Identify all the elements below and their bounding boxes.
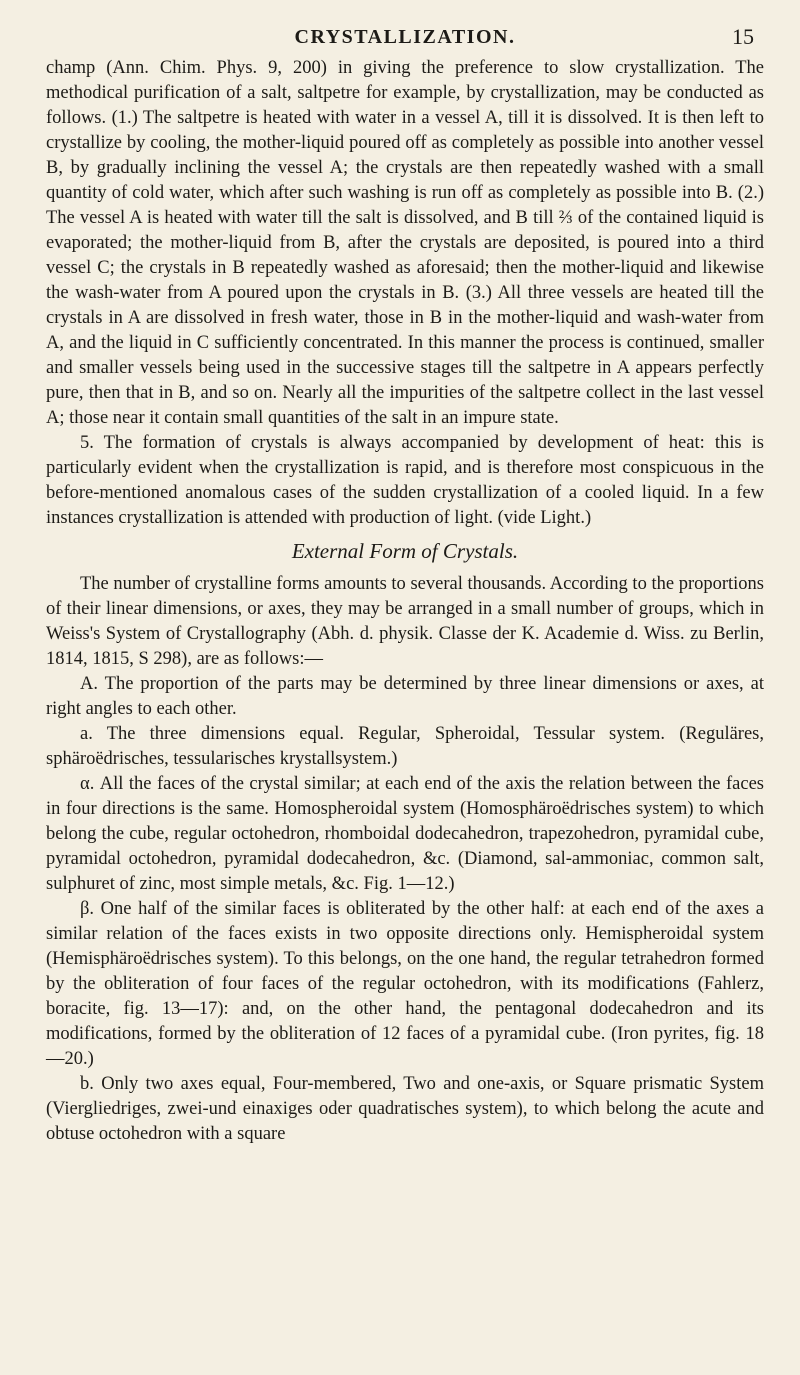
body-text [46, 56, 764, 1147]
section-heading: External Form of Crystals. [291, 539, 519, 563]
paragraph-axes-a: A. The proportion of the parts may be determined by three linear dimensions or axes, at right angles to each other. [46, 674, 764, 719]
paragraph-hemispheroidal: β. One half of the similar faces is obliterated by the other half: at each end of the axes a similar relation of the faces exists in two opposite directions only. Hemispheroidal system (Hemisphäroëdrisches system). To this belongs, on the one hand, the regular tetrahedron formed by the obliteration of four faces of the regular octohedron, with its modifications (Fahlerz, boracite, fig. 13—17): and, on the other hand, the pentagonal dodecahedron and its modifications, formed by the obliteration of 12 faces of a pyramidal cube. (Iron pyrites, fig. 18—20.) [46, 899, 764, 1069]
running-title: CRYSTALLIZATION. [294, 26, 516, 48]
page-number: 15 [732, 24, 754, 49]
paragraph-purification: champ (Ann. Chim. Phys. 9, 200) in giving the preference to slow crystallization. The methodical purification of a salt, saltpetre for example, by crystallization, may be conducted as follows. (1.) The saltpetre is heated with water in a vessel A, till it is dissolved. It is then left to crystallize by cooling, the mother-liquid poured off as completely as possible into another vessel B, by gradually inclining the vessel A; the crystals are then repeatedly washed with a small quantity of cold water, which after such washing is run off as completely as possible into B. (2.) The vessel A is heated with water till the salt is dissolved, and B till ⅔ of the contained liquid is evaporated; the mother-liquid from B, after the crystals are deposited, is poured into a third vessel C; the crystals in B repeatedly washed as aforesaid; then the mother-liquid and likewise the wash-water from A poured upon the crystals in B. (3.) All three vessels are heated till the crystals in A are dissolved in fresh water, those in B in the mother-liquid and wash-water from A, and the liquid in C sufficiently concentrated. In this manner the process is continued, smaller and smaller vessels being used in the successive stages till the saltpetre in A appears perfectly pure, then that in B, and so on. Nearly all the impurities of the saltpetre collect in the last vessel A; those near it contain small quantities of the salt in an impure state. [46, 58, 764, 428]
paragraph-heat-development: 5. The formation of crystals is always accompanied by development of heat: this is particularly evident when the crystallization is rapid, and is therefore most conspicuous in the before-mentioned anomalous cases of the sudden crystallization of a cooled liquid. In a few instances crystallization is attended with production of light. (vide Light.) [46, 433, 764, 528]
paragraph-crystalline-forms: The number of crystalline forms amounts to several thousands. According to the proportions of their linear dimensions, or axes, they may be arranged in a small number of groups, which in Weiss's System of Crystallography (Abh. d. physik. Classe der K. Academie d. Wiss. zu Berlin, 1814, 1815, S 298), are as follows:— [46, 574, 764, 669]
paragraph-homospheroidal: α. All the faces of the crystal similar; at each end of the axis the relation between the faces in four directions is the same. Homospheroidal system (Homosphäroëdrisches system) to which belong the cube, regular octohedron, rhomboidal dodecahedron, trapezohedron, pyramidal cube, pyramidal octohedron, pyramidal dodecahedron, &c. (Diamond, sal-ammoniac, common salt, sulphuret of zinc, most simple metals, &c. Fig. 1—12.) [46, 774, 764, 894]
paragraph-square-prismatic: b. Only two axes equal, Four-membered, Two and one-axis, or Square prismatic System (Viergliedriges, zwei-und einaxiges oder quadratisches system), to which belong the acute and obtuse octohedron with a square [46, 1074, 764, 1144]
paragraph-regular-system: a. The three dimensions equal. Regular, Spheroidal, Tessular system. (Reguläres, sphäroëdrisches, tessularisches krystallsystem.) [46, 724, 764, 769]
page-header [46, 0, 764, 56]
